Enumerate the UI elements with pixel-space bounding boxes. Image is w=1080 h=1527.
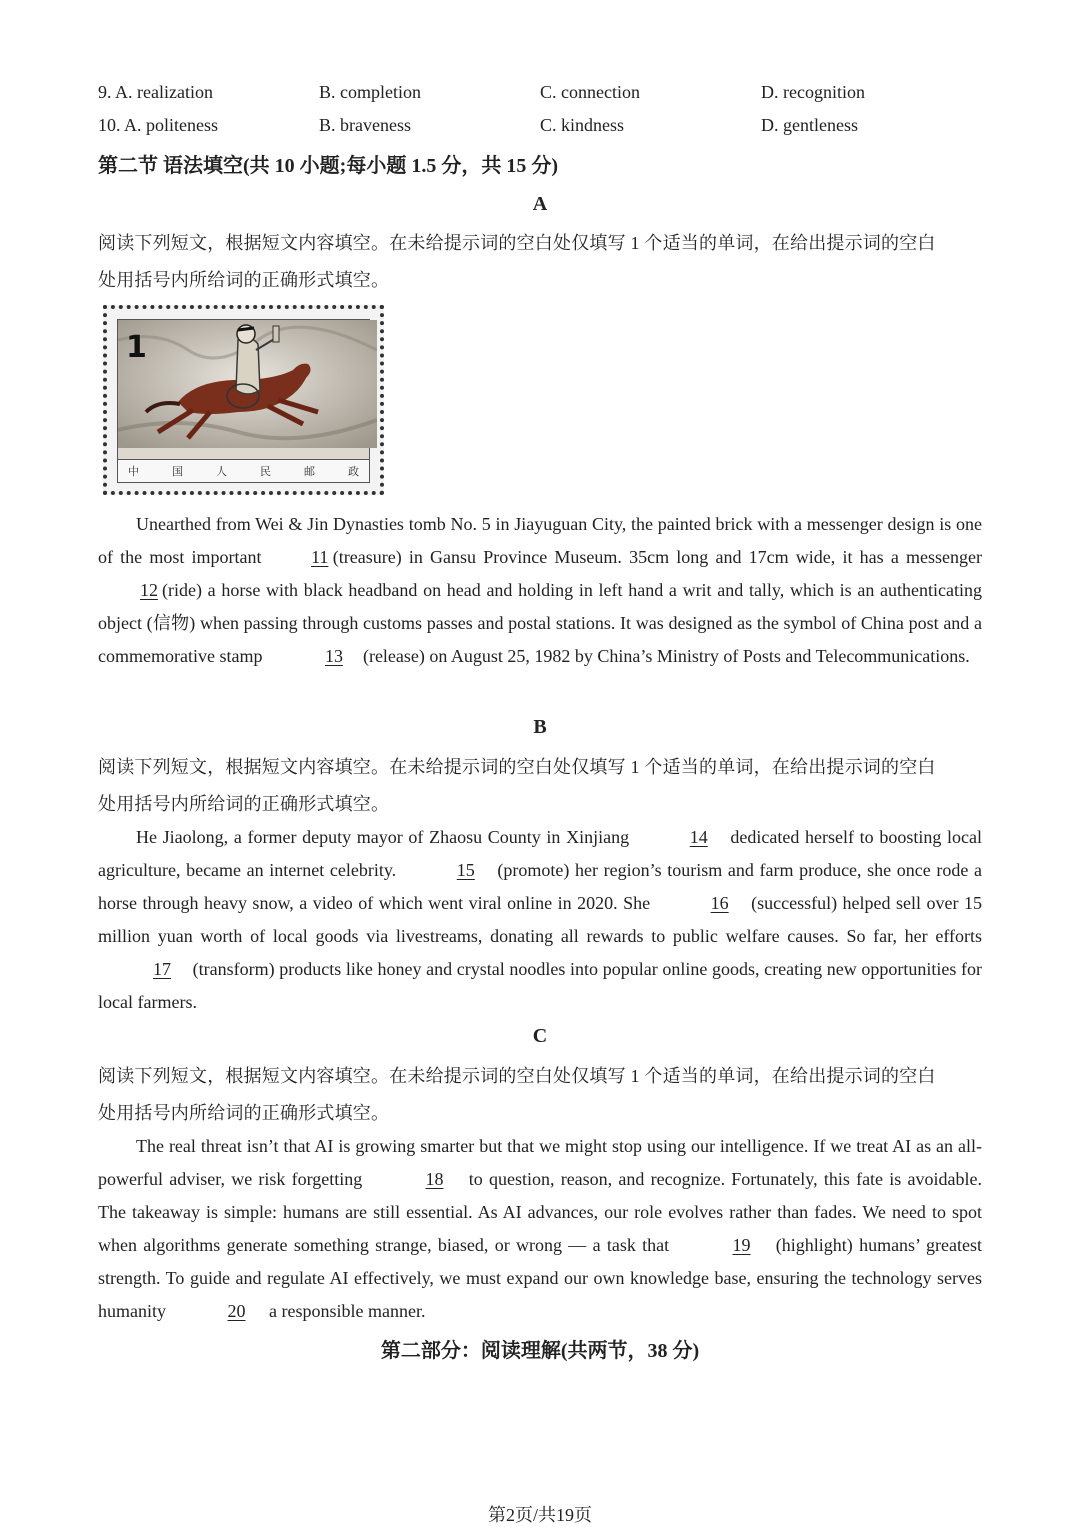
passage-text: a responsible manner. bbox=[264, 1301, 426, 1321]
stamp-char: 中 bbox=[128, 465, 139, 478]
option-10c: C. kindness bbox=[540, 115, 625, 135]
stamp-artwork bbox=[117, 319, 370, 481]
passage-text: He Jiaolong, a former deputy mayor of Zhaosu County in Xinjiang bbox=[136, 827, 635, 847]
passage-text: Unearthed from Wei & Jin Dynasties tomb No. 5 in Jiayuguan City, the painted brick with a messenger design is one of the most important bbox=[98, 514, 982, 567]
stamp-value: 1 bbox=[126, 330, 147, 365]
stamp-char: 国 bbox=[172, 465, 183, 478]
messenger-horse-illustration bbox=[118, 320, 377, 448]
blank-19[interactable]: 19 bbox=[732, 1235, 751, 1255]
instruction-a-line2: 处用括号内所给词的正确形式填空。 bbox=[98, 270, 390, 290]
blank-14[interactable]: 14 bbox=[689, 827, 708, 847]
option-row-9 bbox=[98, 82, 998, 106]
passage-text: (promote) her region’s tourism and farm produce, she once rode a horse through heavy snow, a video of which went viral online in 2020. She bbox=[98, 860, 982, 913]
option-row-10 bbox=[98, 115, 998, 139]
stamp-country-strip bbox=[117, 459, 370, 483]
blank-13[interactable]: 13 bbox=[324, 646, 343, 666]
passage-text: (highlight) humans’ greatest strength. To guide and regulate AI effectively, we must expand our own knowledge base, ensuring the technology serves humanity bbox=[98, 1235, 982, 1321]
page-footer: 第2页/共19页 bbox=[487, 1505, 592, 1525]
passage-b-letter: B bbox=[533, 716, 547, 738]
option-10a: 10. A. politeness bbox=[98, 115, 218, 135]
blank-16[interactable]: 16 bbox=[710, 893, 729, 913]
stamp-image bbox=[103, 305, 384, 495]
stamp-char: 民 bbox=[260, 465, 271, 478]
passage-c-letter: C bbox=[532, 1025, 548, 1047]
instruction-a-line1: 阅读下列短文，根据短文内容填空。在未给提示词的空白处仅填写 1 个适当的单词，在给出提示词的空白 bbox=[98, 233, 936, 253]
option-9a: 9. A. realization bbox=[98, 82, 213, 102]
blank-20[interactable]: 20 bbox=[227, 1301, 246, 1321]
instruction-c-line2: 处用括号内所给词的正确形式填空。 bbox=[98, 1103, 390, 1123]
stamp-char: 人 bbox=[216, 465, 227, 478]
part-two-title: 第二部分：阅读理解(共两节，38 分) bbox=[380, 1340, 700, 1362]
blank-18[interactable]: 18 bbox=[425, 1169, 444, 1189]
passage-text: (successful) helped sell over 15 million yuan worth of local goods via livestreams, donating all rewards to public welfare causes. So far, her efforts bbox=[98, 893, 982, 946]
option-10d: D. gentleness bbox=[761, 115, 858, 135]
passage-a-letter: A bbox=[532, 193, 548, 215]
passage-a-text bbox=[98, 508, 982, 673]
option-9b: B. completion bbox=[319, 82, 421, 102]
instruction-c-line1: 阅读下列短文，根据短文内容填空。在未给提示词的空白处仅填写 1 个适当的单词，在给出提示词的空白 bbox=[98, 1066, 936, 1086]
section-title: 第二节 语法填空(共 10 小题;每小题 1.5 分，共 15 分) bbox=[98, 155, 558, 177]
passage-text: The real threat isn’t that AI is growing smarter but that we might stop using our intelligence. If we treat AI as an all-powerful adviser, we risk forgetting bbox=[98, 1136, 982, 1189]
blank-17[interactable]: 17 bbox=[153, 959, 171, 979]
instruction-b-line1: 阅读下列短文，根据短文内容填空。在未给提示词的空白处仅填写 1 个适当的单词，在给出提示词的空白 bbox=[98, 757, 936, 777]
stamp-char: 邮 bbox=[304, 465, 315, 478]
passage-text: (ride) a horse with black headband on head and holding in left hand a writ and tally, which is an authenticating object (信物) when passing through customs passes and postal stations. It was designed as the symbol of China post and a commemorative stamp bbox=[98, 580, 982, 666]
stamp-char: 政 bbox=[348, 465, 359, 478]
passage-text: to question, reason, and recognize. Fortunately, this fate is avoidable. The takeaway is simple: humans are still essential. As AI advances, our role evolves rather than fades. We need to spot when algorithms generate something strange, biased, or wrong — a task that bbox=[98, 1169, 982, 1255]
option-9c: C. connection bbox=[540, 82, 640, 102]
option-10b: B. braveness bbox=[319, 115, 411, 135]
instruction-b-line2: 处用括号内所给词的正确形式填空。 bbox=[98, 794, 390, 814]
passage-text: dedicated herself to boosting local agriculture, became an internet celebrity. bbox=[98, 827, 983, 880]
blank-12[interactable]: 12 bbox=[140, 580, 158, 600]
option-9d: D. recognition bbox=[761, 82, 865, 102]
passage-text: (treasure) in Gansu Province Museum. 35cm long and 17cm wide, it has a messenger bbox=[332, 547, 982, 567]
passage-text: (transform) products like honey and crystal noodles into popular online goods, creating new opportunities for local farmers. bbox=[98, 959, 982, 1012]
blank-11[interactable]: 11 bbox=[311, 547, 329, 567]
blank-15[interactable]: 15 bbox=[456, 860, 475, 880]
passage-c-text bbox=[98, 1130, 982, 1328]
passage-text: (release) on August 25, 1982 by China’s Ministry of Posts and Telecommunications. bbox=[362, 646, 970, 666]
passage-b-text bbox=[98, 821, 982, 1019]
